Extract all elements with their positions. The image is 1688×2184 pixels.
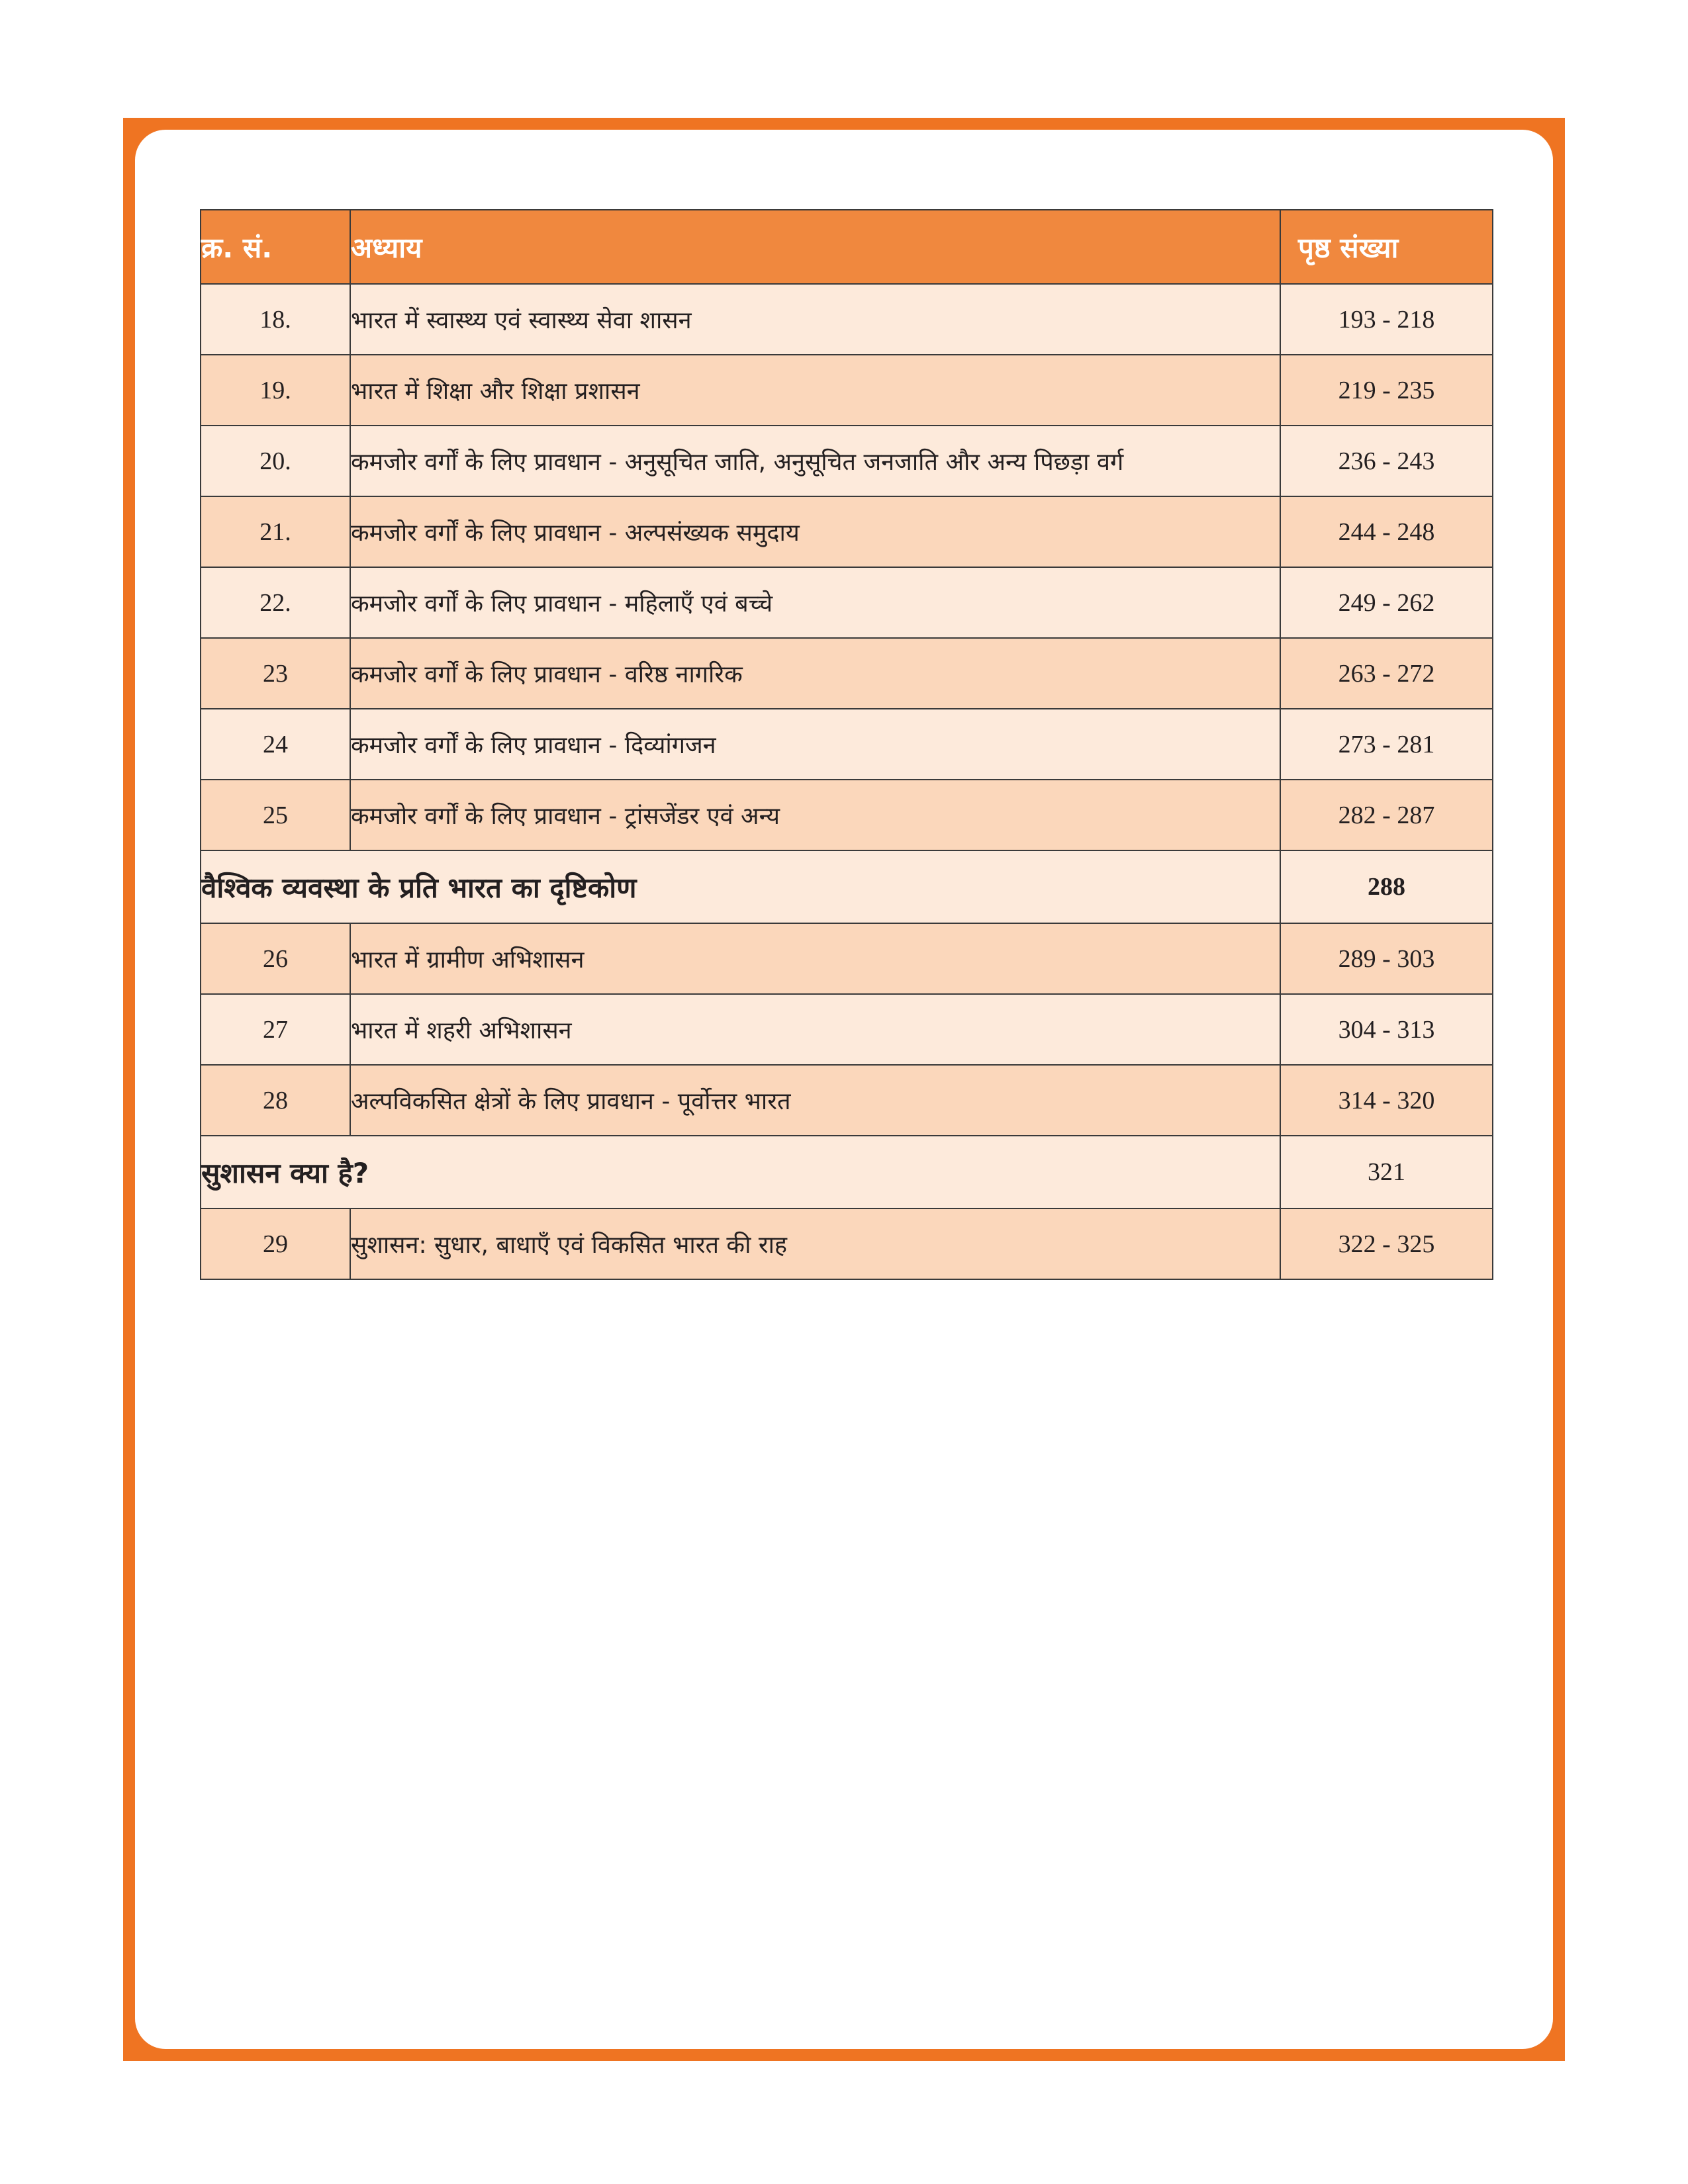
- chapter-title: भारत में ग्रामीण अभिशासन: [350, 923, 1280, 994]
- chapter-pages: 314 - 320: [1280, 1065, 1493, 1136]
- table-row: [201, 1065, 1493, 1136]
- chapter-number: 20.: [201, 426, 350, 496]
- chapter-number: 27: [201, 994, 350, 1065]
- chapter-pages: 244 - 248: [1280, 496, 1493, 567]
- chapter-title: कमजोर वर्गों के लिए प्रावधान - दिव्यांगजन: [350, 709, 1280, 780]
- chapter-title: भारत में शिक्षा और शिक्षा प्रशासन: [350, 355, 1280, 426]
- chapter-number: 23: [201, 638, 350, 709]
- chapter-number: 28: [201, 1065, 350, 1136]
- table-row: [201, 638, 1493, 709]
- chapter-pages: 273 - 281: [1280, 709, 1493, 780]
- header-chapter: अध्याय: [350, 210, 1280, 284]
- chapter-pages: 263 - 272: [1280, 638, 1493, 709]
- chapter-title: कमजोर वर्गों के लिए प्रावधान - अनुसूचित जाति, अनुसूचित जनजाति और अन्य पिछड़ा वर्ग: [350, 426, 1280, 496]
- section-page: 321: [1280, 1136, 1493, 1208]
- table-header-row: [201, 210, 1493, 284]
- chapter-number: 21.: [201, 496, 350, 567]
- table-row: [201, 709, 1493, 780]
- table-row: [201, 923, 1493, 994]
- chapter-pages: 289 - 303: [1280, 923, 1493, 994]
- table-row: [201, 496, 1493, 567]
- table-row: [201, 994, 1493, 1065]
- chapter-title: अल्पविकसित क्षेत्रों के लिए प्रावधान - पूर्वोत्तर भारत: [350, 1065, 1280, 1136]
- chapter-title: सुशासन: सुधार, बाधाएँ एवं विकसित भारत की राह: [350, 1208, 1280, 1279]
- table-row: [201, 355, 1493, 426]
- section-row: [201, 1136, 1493, 1208]
- table-row: [201, 426, 1493, 496]
- chapter-number: 29: [201, 1208, 350, 1279]
- table-row: [201, 780, 1493, 850]
- section-title: वैश्विक व्यवस्था के प्रति भारत का दृष्टिकोण: [201, 850, 1280, 923]
- chapter-pages: 282 - 287: [1280, 780, 1493, 850]
- section-row: [201, 850, 1493, 923]
- chapter-number: 18.: [201, 284, 350, 355]
- chapter-pages: 304 - 313: [1280, 994, 1493, 1065]
- chapter-pages: 322 - 325: [1280, 1208, 1493, 1279]
- chapter-number: 22.: [201, 567, 350, 638]
- table-row: [201, 284, 1493, 355]
- chapter-pages: 249 - 262: [1280, 567, 1493, 638]
- section-title: सुशासन क्या है?: [201, 1136, 1280, 1208]
- chapter-number: 25: [201, 780, 350, 850]
- chapter-pages: 193 - 218: [1280, 284, 1493, 355]
- chapter-pages: 219 - 235: [1280, 355, 1493, 426]
- table-of-contents: [200, 209, 1493, 1280]
- chapter-title: कमजोर वर्गों के लिए प्रावधान - वरिष्ठ नागरिक: [350, 638, 1280, 709]
- chapter-number: 26: [201, 923, 350, 994]
- chapter-title: कमजोर वर्गों के लिए प्रावधान - ट्रांसजेंडर एवं अन्य: [350, 780, 1280, 850]
- chapter-number: 19.: [201, 355, 350, 426]
- chapter-title: कमजोर वर्गों के लिए प्रावधान - महिलाएँ एवं बच्चे: [350, 567, 1280, 638]
- chapter-title: कमजोर वर्गों के लिए प्रावधान - अल्पसंख्यक समुदाय: [350, 496, 1280, 567]
- table-row: [201, 567, 1493, 638]
- chapter-number: 24: [201, 709, 350, 780]
- table-row: [201, 1208, 1493, 1279]
- section-page: 288: [1280, 850, 1493, 923]
- chapter-title: भारत में शहरी अभिशासन: [350, 994, 1280, 1065]
- header-page-number: पृष्ठ संख्या: [1280, 210, 1493, 284]
- chapter-pages: 236 - 243: [1280, 426, 1493, 496]
- header-serial-number: क्र. सं.: [201, 210, 350, 284]
- chapter-title: भारत में स्वास्थ्य एवं स्वास्थ्य सेवा शासन: [350, 284, 1280, 355]
